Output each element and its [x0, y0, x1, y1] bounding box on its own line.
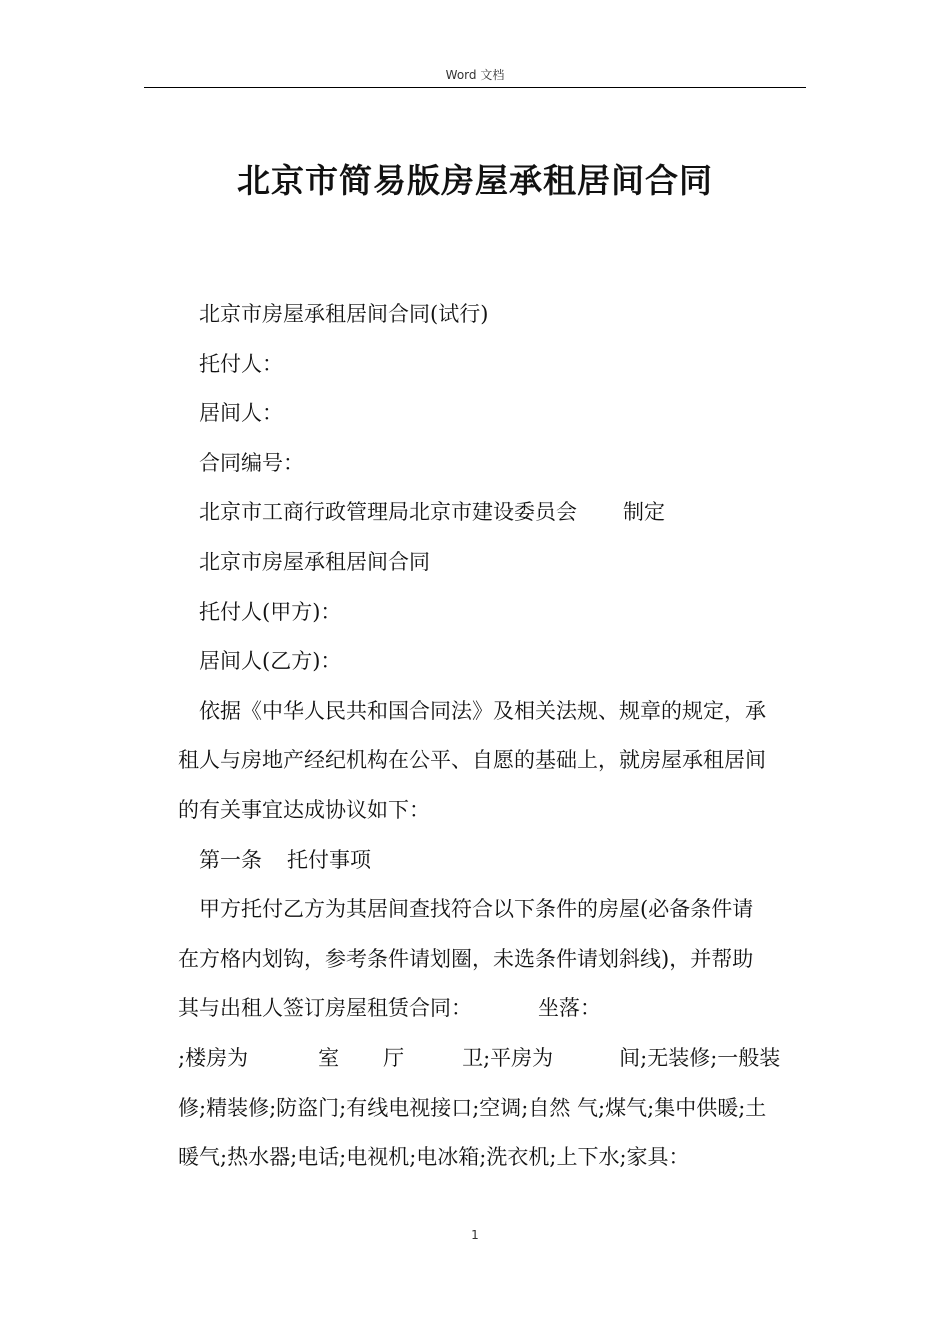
paragraph-line: 暖气;热水器;电话;电视机;电冰箱;洗衣机;上下水;家具： — [178, 1145, 690, 1170]
paragraph-line: 甲方托付乙方为其居间查找符合以下条件的房屋(必备条件请 — [199, 897, 754, 922]
paragraph-line: 修;精装修;防盗门;有线电视接口;空调;自然 气;煤气;集中供暖;土 — [178, 1095, 767, 1120]
paragraph: 居间人(乙方)： — [199, 649, 342, 674]
paragraph: 合同编号： — [199, 450, 304, 475]
text-run: 厅 — [383, 1045, 405, 1070]
paragraph: 北京市房屋承租居间合同(试行) — [199, 302, 489, 326]
paragraph-line — [178, 984, 808, 1034]
text-run: 托付事项 — [287, 847, 371, 872]
text-run: 其与出租人签订房屋租赁合同： — [178, 996, 472, 1021]
text-run: ;楼房为 — [178, 1045, 249, 1070]
header-rule — [144, 87, 806, 88]
page-header: Word 文档 — [445, 68, 505, 82]
document-title: 北京市简易版房屋承租居间合同 — [237, 161, 713, 200]
paragraph-line: 租人与房地产经纪机构在公平、自愿的基础上，就房屋承租居间 — [178, 748, 766, 773]
text-run: 室 — [318, 1045, 340, 1070]
page-number: 1 — [471, 1228, 479, 1242]
paragraph — [178, 488, 808, 538]
section-heading — [178, 836, 808, 886]
paragraph-line: 在方格内划钩，参考条件请划圈，未选条件请划斜线)，并帮助 — [178, 946, 754, 971]
paragraph-line: 的有关事宜达成协议如下： — [178, 797, 430, 822]
text-run: 间;无装修;一般装 — [619, 1045, 781, 1070]
text-run: 第一条 — [199, 847, 262, 872]
paragraph: 托付人(甲方)： — [199, 599, 342, 624]
paragraph: 北京市房屋承租居间合同 — [199, 549, 430, 574]
paragraph-line: 依据《中华人民共和国合同法》及相关法规、规章的规定，承 — [199, 698, 766, 723]
paragraph: 居间人： — [199, 401, 283, 426]
paragraph: 托付人： — [199, 351, 283, 376]
document-body — [178, 290, 808, 1183]
text-run: 北京市工商行政管理局北京市建设委员会 — [199, 500, 577, 525]
text-run: 卫;平房为 — [462, 1045, 554, 1070]
text-run: 坐落： — [538, 996, 601, 1021]
text-run: 制定 — [623, 500, 665, 525]
paragraph-line — [178, 1034, 808, 1084]
